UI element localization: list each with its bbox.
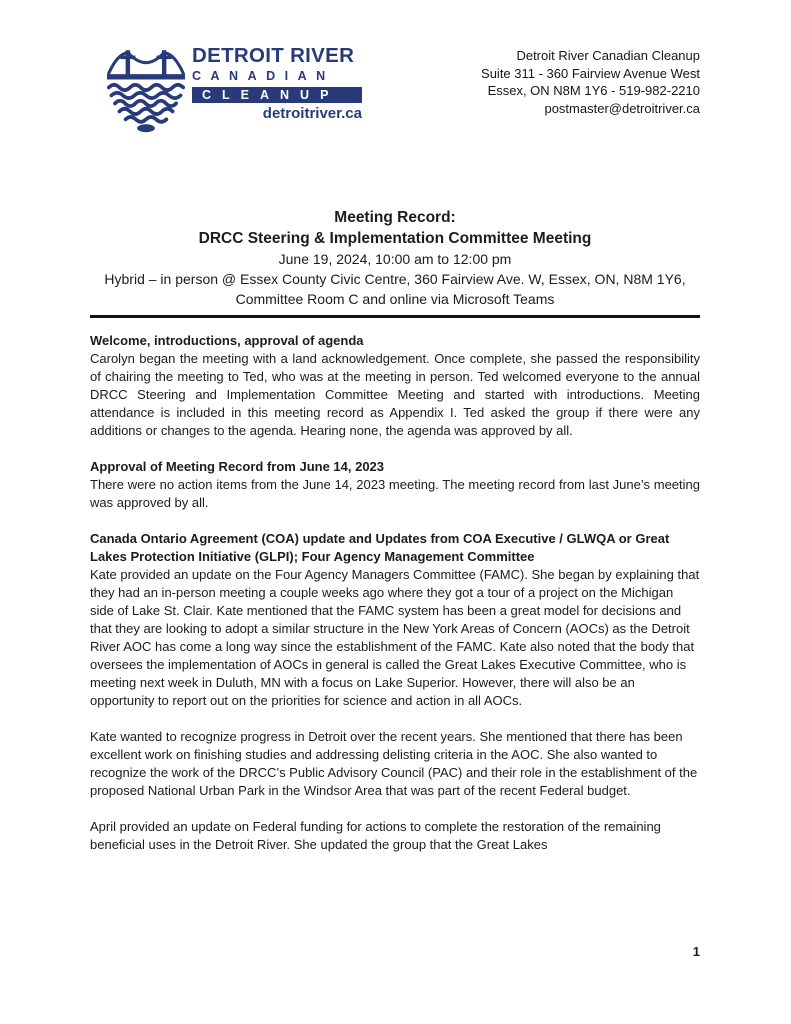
- meeting-record-title: Meeting Record:: [334, 209, 456, 226]
- contact-email: postmaster@detroitriver.ca: [544, 100, 700, 116]
- document-header: [90, 45, 700, 145]
- title-block: [90, 207, 700, 309]
- section-approval-previous-record: [90, 458, 700, 512]
- contact-block: [481, 47, 700, 117]
- logo-text-block: [192, 45, 362, 123]
- meeting-record-body: [90, 332, 700, 854]
- contact-address: Suite 311 - 360 Fairview Avenue West: [481, 65, 700, 81]
- paragraph: There were no action items from the June 14, 2023 meeting. The meeting record from last June’s meeting was approved by all.: [90, 476, 700, 510]
- contact-city-phone: Essex, ON N8M 1Y6 - 519-982-2210: [487, 83, 700, 98]
- bridge-waves-icon: [107, 45, 185, 137]
- divider-rule: [90, 315, 700, 318]
- page-number: 1: [692, 944, 700, 959]
- section-heading: Canada Ontario Agreement (COA) update and Updates from COA Executive / GLWQA or Great Lakes Protection Initiative (GLPI); Four Agency Management Committee: [90, 530, 670, 564]
- meeting-subtitle: DRCC Steering & Implementation Committee Meeting: [198, 230, 592, 247]
- logo-subtitle: CANADIAN: [192, 69, 335, 83]
- meeting-room-and-platform: Committee Room C and online via Microsoft Teams: [235, 291, 555, 307]
- drcc-logo: [107, 45, 362, 137]
- logo-banner: CLEANUP: [192, 87, 362, 103]
- contact-org-name: Detroit River Canadian Cleanup: [516, 48, 700, 63]
- paragraph: April provided an update on Federal funding for actions to complete the restoration of the remaining beneficial uses in the Detroit River. She updated the group that the Great Lakes: [90, 818, 661, 852]
- section-coa-update: [90, 530, 700, 854]
- section-welcome-agenda: [90, 332, 700, 440]
- meeting-location: Hybrid – in person @ Essex County Civic Centre, 360 Fairview Ave. W, Essex, ON, N8M 1Y6,: [104, 271, 686, 287]
- section-heading: Approval of Meeting Record from June 14, 2023: [90, 458, 385, 474]
- logo-website: detroitriver.ca: [262, 105, 362, 122]
- meeting-datetime: June 19, 2024, 10:00 am to 12:00 pm: [278, 251, 512, 267]
- paragraph: Kate provided an update on the Four Agency Managers Committee (FAMC). She began by explaining that they had an in-person meeting a couple weeks ago where they got a tour of a project on the Michigan side of Lake St. Clair. Kate mentioned that the FAMC system has been a great model for decisions and that they are looking to adopt a similar structure in the New York Areas of Concern (AOCs) as the Detroit River AOC has come a long way since the establishment of the FAMC. Kate also noted that the body that oversees the implementation of AOCs in general is called the Great Lakes Executive Committee, who is meeting next week in Duluth, MN with a focus on Lake Superior. However, there will also be an opportunity to report out on the priorities for science and action in all AOCs.: [90, 566, 700, 708]
- paragraph: Carolyn began the meeting with a land acknowledgement. Once complete, she passed the responsibility of chairing the meeting to Ted, who was at the meeting in person. Ted welcomed everyone to the annual DRCC Steering and Implementation Committee Meeting and started with introductions. Meeting attendance is included in this meeting record as Appendix I. Ted asked the group if there were any additions or changes to the agenda. Hearing none, the agenda was approved by all.: [90, 350, 700, 438]
- section-heading: Welcome, introductions, approval of agenda: [90, 332, 364, 348]
- logo-title: DETROIT RIVER: [192, 44, 355, 67]
- paragraph: Kate wanted to recognize progress in Detroit over the recent years. She mentioned that there has been excellent work on finishing studies and addressing delisting criteria in the AOC. She also wanted to recognize the work of the DRCC’s Public Advisory Council (PAC) and their role in the establishment of the proposed National Urban Park in the Windsor Area that was part of the recent Federal budget.: [90, 728, 698, 798]
